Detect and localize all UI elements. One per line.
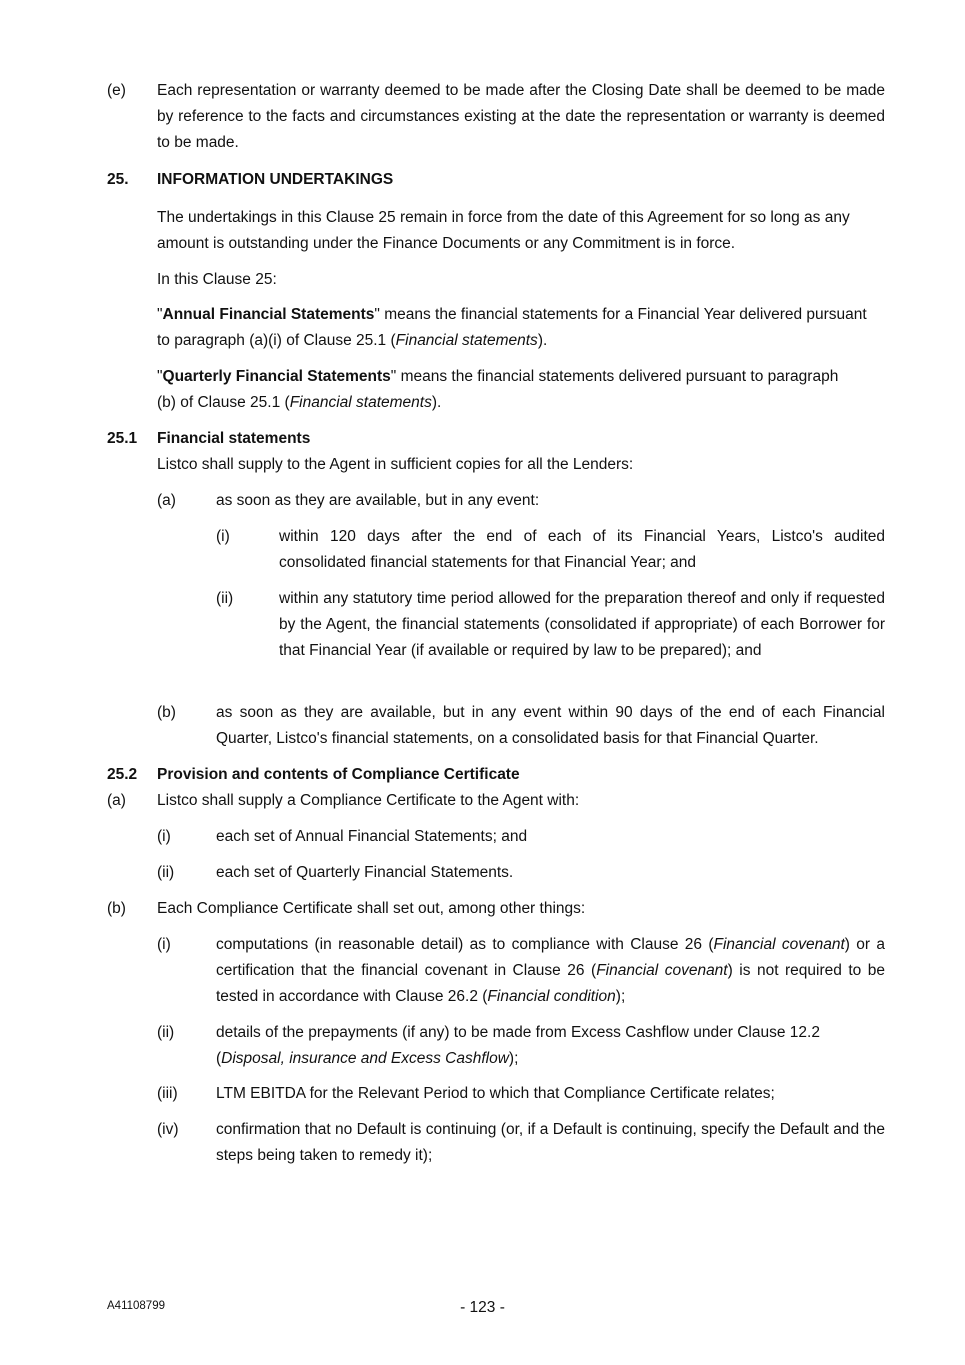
clause-25-2-a-i-label: (i)	[157, 828, 171, 845]
clause-reference: Disposal, insurance and Excess Cashflow	[221, 1050, 509, 1067]
clause-25-1-intro: Listco shall supply to the Agent in sufficient copies for all the Lenders:	[157, 456, 634, 473]
clause-25-1-a-i-label: (i)	[216, 528, 230, 545]
clause-25-heading: INFORMATION UNDERTAKINGS	[157, 171, 394, 188]
clause-25-2-b-i-label: (i)	[157, 936, 171, 953]
clause-reference: Financial statements	[289, 394, 432, 411]
defined-term: Annual Financial Statements	[162, 306, 375, 323]
para-e-text: Each representation or warranty deemed to be made after the Closing Date shall be deemed to be made by reference to the facts and circumstances existing at the date the representation or warranty is deemed to be made.	[157, 82, 885, 151]
clause-25-1-a-label: (a)	[157, 492, 176, 509]
clause-25-2-b-text: Each Compliance Certificate shall set out, among other things:	[157, 900, 586, 917]
clause-25-1-a-ii-text: within any statutory time period allowed for the preparation thereof and only if requested by the Agent, the financial statements (consolidated if appropriate) of each Borrower for that Financial Year (if available or required by law to be prepared); and	[279, 590, 885, 659]
clause-25-number: 25.	[107, 171, 129, 188]
clause-reference: Financial covenant	[713, 936, 845, 953]
clause-25-2-b-iii-text: LTM EBITDA for the Relevant Period to which that Compliance Certificate relates;	[216, 1085, 775, 1102]
clause-25-1-number: 25.1	[107, 430, 138, 447]
clause-25-2-a-text: Listco shall supply a Compliance Certificate to the Agent with:	[157, 792, 580, 809]
clause-reference: Financial condition	[487, 988, 616, 1005]
clause-reference: Financial covenant	[596, 962, 728, 979]
para-e-label: (e)	[107, 82, 126, 99]
clause-25-intro: The undertakings in this Clause 25 remain in force from the date of this Agreement for so long as any amount is outstanding under the Finance Documents or any Commitment is in force.	[157, 209, 850, 252]
clause-25-1-a-ii-label: (ii)	[216, 590, 234, 607]
definition-annual-financial-statements: "Annual Financial Statements" means the financial statements for a Financial Year delivered pursuant to paragraph (a)(i) of Clause 25.1 (Financial statements).	[157, 306, 867, 349]
clause-25-2-number: 25.2	[107, 766, 138, 783]
defined-term: Quarterly Financial Statements	[162, 368, 391, 385]
clause-25-2-b-iv-label: (iv)	[157, 1121, 179, 1138]
clause-25-1-b-label: (b)	[157, 704, 176, 721]
clause-25-2-b-ii-text: details of the prepayments (if any) to be made from Excess Cashflow under Clause 12.2 (Disposal, insurance and Excess Cashflow);	[216, 1024, 820, 1067]
clause-25-1-a-i-text: within 120 days after the end of each of its Financial Years, Listco's audited consolidated financial statements for that Financial Year; and	[279, 528, 885, 571]
definition-quarterly-financial-statements: "Quarterly Financial Statements" means the financial statements delivered pursuant to paragraph (b) of Clause 25.1 (Financial statements).	[157, 368, 839, 411]
clause-25-2-b-ii-label: (ii)	[157, 1024, 175, 1041]
clause-25-2-b-iv-text: confirmation that no Default is continuing (or, if a Default is continuing, specify the Default and the steps being taken to remedy it);	[216, 1121, 885, 1164]
clause-25-2-heading: Provision and contents of Compliance Certificate	[157, 766, 520, 783]
page-number: - 123 -	[460, 1299, 505, 1316]
clause-25-2-b-i-text: computations (in reasonable detail) as to compliance with Clause 26 (Financial covenant) or a certification that the financial covenant in Clause 26 (Financial covenant) is not required to be tested in accordance with Clause 26.2 (Financial condition);	[216, 936, 885, 1005]
clause-25-1-b-text: as soon as they are available, but in any event within 90 days of the end of each Financial Quarter, Listco's financial statements, on a consolidated basis for that Financial Quarter.	[216, 704, 885, 747]
clause-25-in-this-clause: In this Clause 25:	[157, 271, 277, 288]
clause-25-2-a-i-text: each set of Annual Financial Statements; and	[216, 828, 528, 845]
clause-25-1-heading: Financial statements	[157, 430, 311, 447]
clause-25-2-a-label: (a)	[107, 792, 126, 809]
clause-25-2-a-ii-text: each set of Quarterly Financial Statements.	[216, 864, 514, 881]
clause-25-1-a-text: as soon as they are available, but in any event:	[216, 492, 540, 509]
clause-reference: Financial statements	[395, 332, 538, 349]
clause-25-2-b-iii-label: (iii)	[157, 1085, 178, 1102]
clause-25-2-a-ii-label: (ii)	[157, 864, 175, 881]
document-reference: A41108799	[107, 1300, 165, 1312]
clause-25-2-b-label: (b)	[107, 900, 126, 917]
